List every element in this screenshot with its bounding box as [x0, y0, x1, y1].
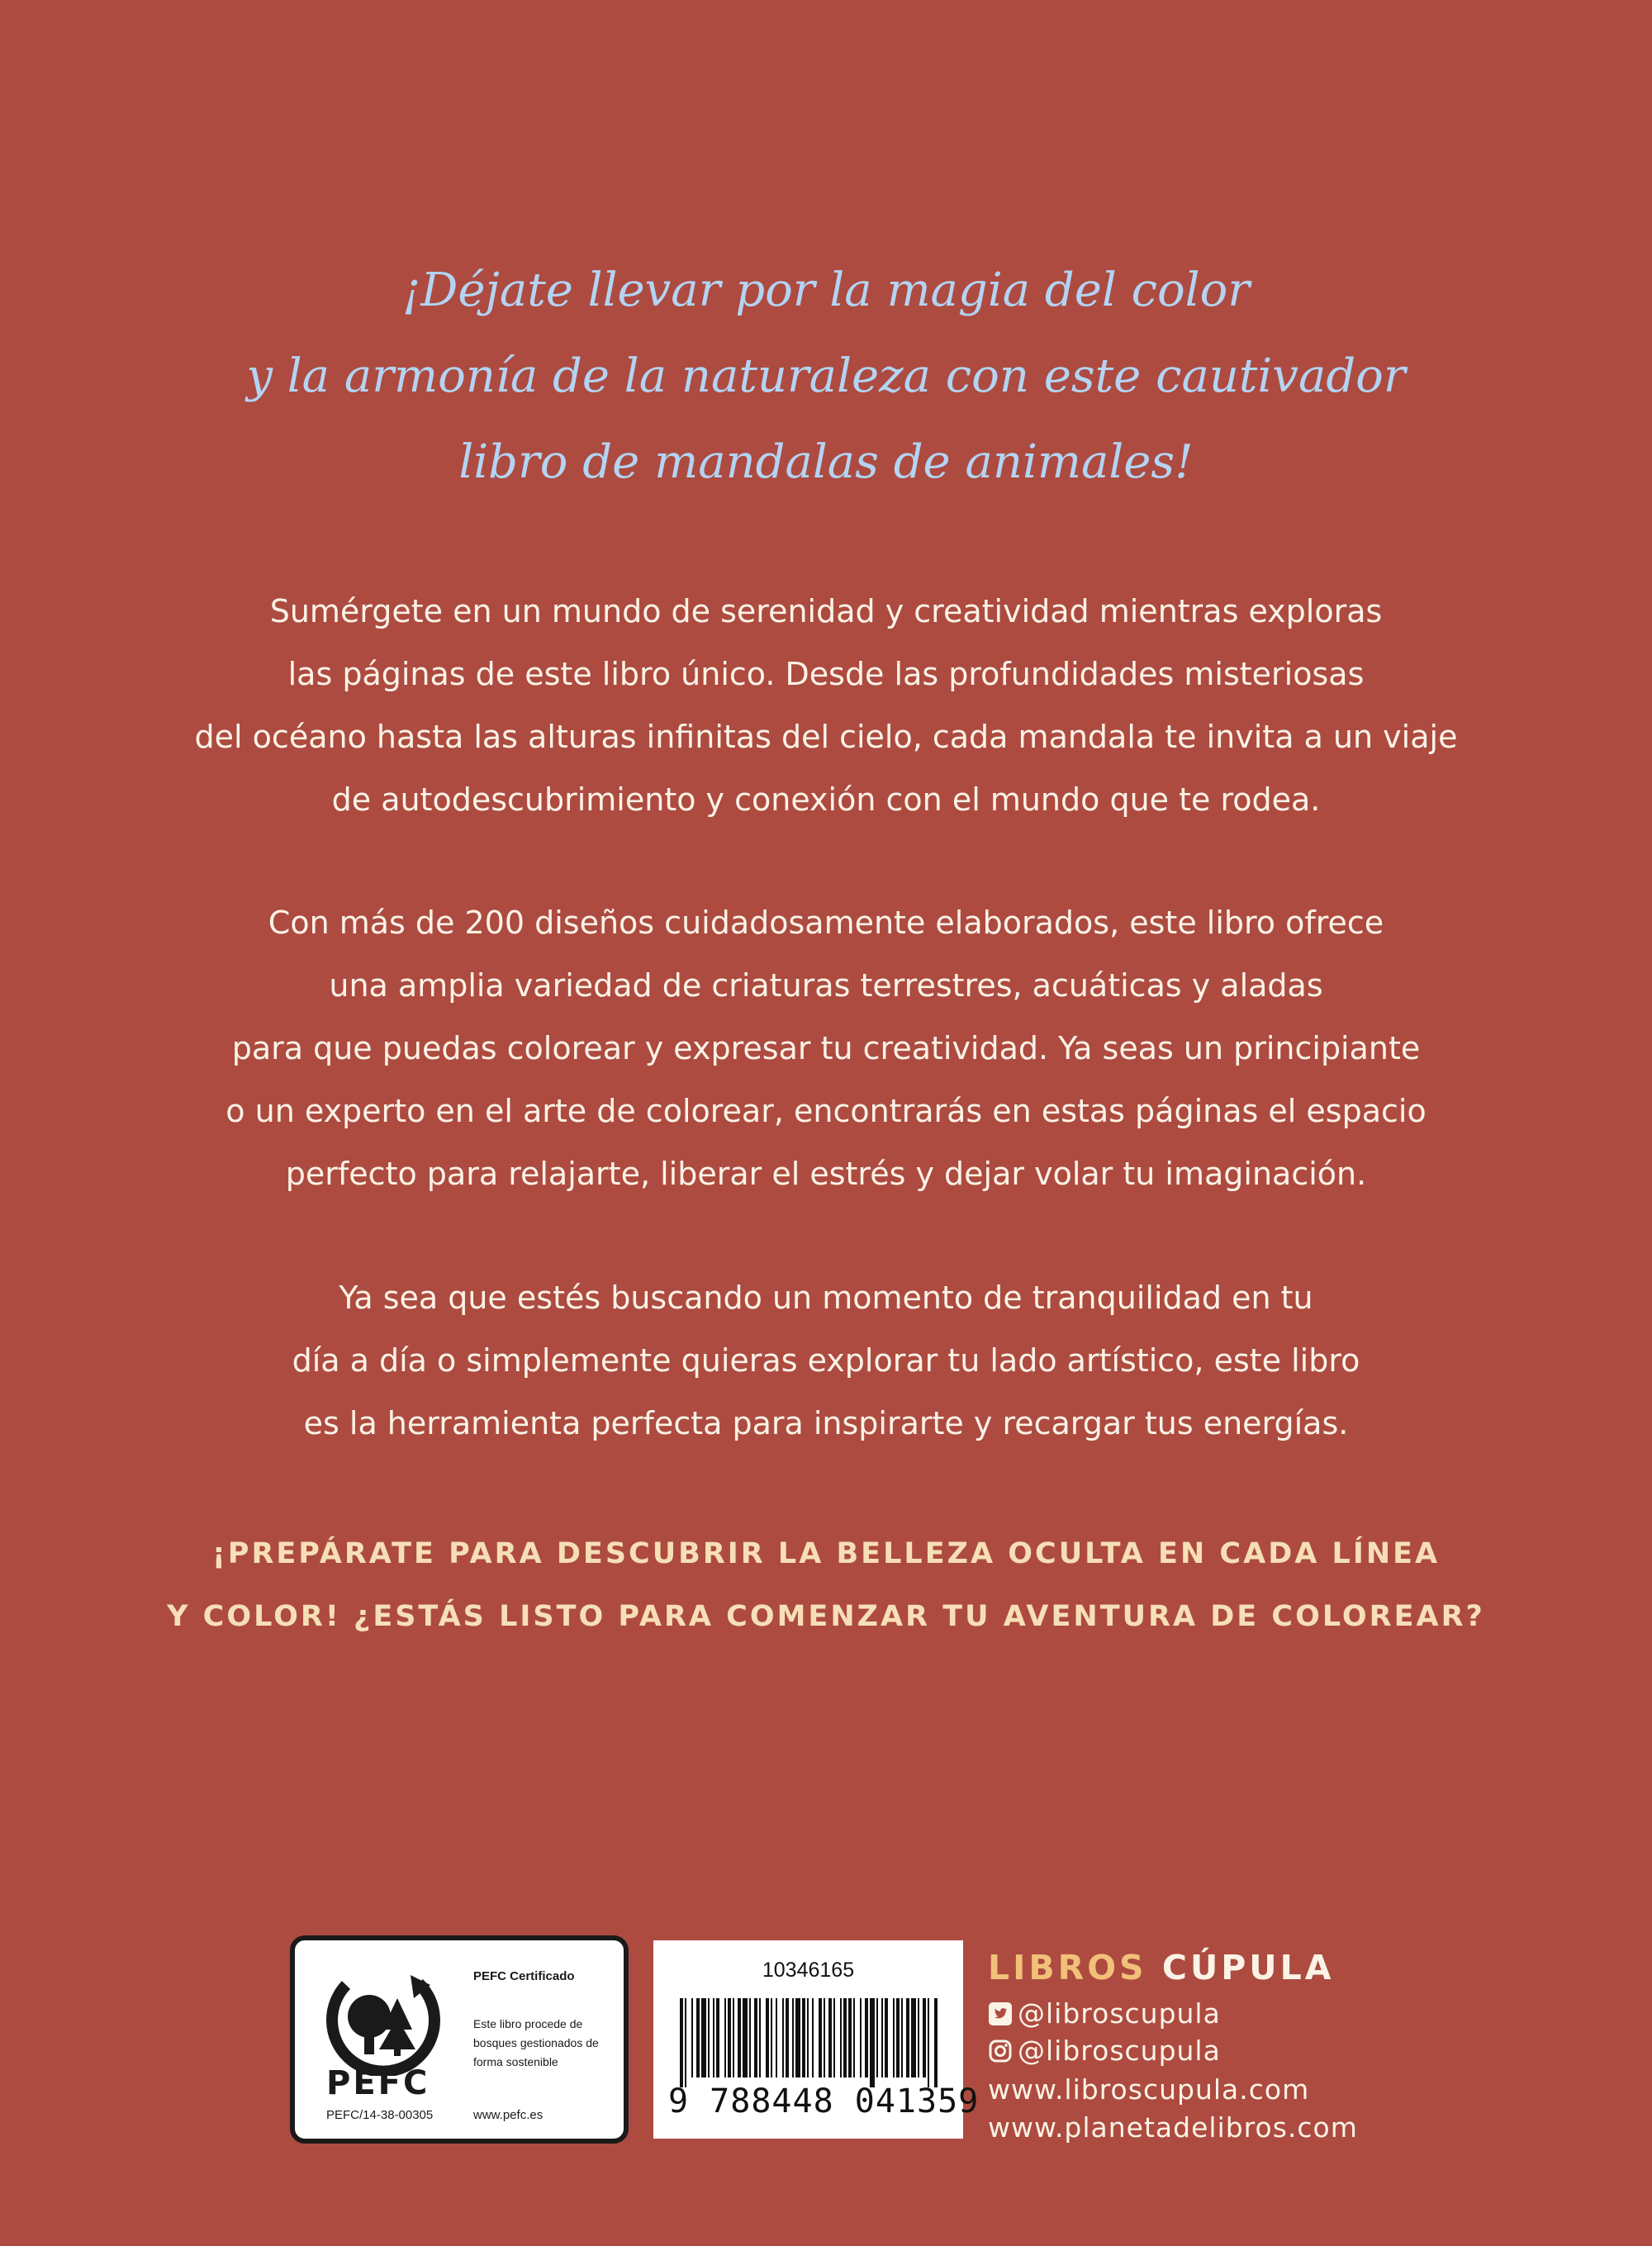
paragraph-line: o un experto en el arte de colorear, encontrarás en estas páginas el espacio [225, 1093, 1427, 1129]
barcode-bar [754, 1998, 757, 2077]
barcode-bar [865, 1998, 868, 2077]
publisher-name-part1: LIBROS [988, 1948, 1147, 1987]
barcode-bar [728, 1998, 731, 2077]
publisher-name-part2: CÚPULA [1161, 1948, 1335, 1987]
barcode-bar [911, 1998, 916, 2077]
barcode-bar [840, 1998, 842, 2077]
barcode-bar [896, 1998, 900, 2077]
pefc-code: PEFC/14-38-00305 [326, 2108, 434, 2122]
barcode-box [653, 1940, 980, 2139]
barcode-bar [828, 1998, 832, 2077]
barcode-bar [766, 1998, 769, 2077]
barcode-bar [843, 1998, 847, 2077]
barcode-bar [701, 1998, 706, 2077]
twitter-icon [988, 2001, 1013, 2026]
barcode-bar [812, 1998, 814, 2077]
paragraph-line: de autodescubrimiento y conexión con el mundo que te rodea. [331, 781, 1321, 818]
pefc-trees-logo [321, 1968, 445, 2076]
barcode-bar [853, 1998, 855, 2077]
barcode-bar [881, 1998, 883, 2077]
publisher-name [988, 1948, 1334, 1987]
barcode-bar [885, 1998, 888, 2077]
tagline-line: libro de mandalas de animales! [458, 435, 1194, 489]
instagram-handle-text: @libroscupula [1018, 2035, 1221, 2067]
pefc-description: Este libro procede de bosques gestionados de forma sostenible [473, 2017, 599, 2068]
barcode-bar [749, 1998, 751, 2077]
paragraph-line: Sumérgete en un mundo de serenidad y creatividad mientras exploras [269, 593, 1383, 629]
barcode-bar [876, 1998, 878, 2077]
tagline [0, 248, 1652, 506]
paragraph-line: es la herramienta perfecta para inspirarte y recargar tus energías. [303, 1405, 1349, 1441]
barcode-bar [870, 1998, 875, 2087]
pefc-certification-box [290, 1935, 629, 2144]
barcode-bar [906, 1998, 909, 2077]
twitter-handle[interactable] [988, 1997, 1221, 2030]
description-paragraph-3 [0, 1266, 1652, 1455]
barcode-bar [708, 1998, 710, 2077]
barcode-bar [680, 1998, 683, 2087]
paragraph-line: día a día o simplemente quieras explorar tu lado artístico, este libro [292, 1342, 1360, 1379]
instagram-handle[interactable] [988, 2035, 1221, 2067]
barcode-bar [782, 1998, 784, 2077]
call-to-action [0, 1522, 1652, 1648]
barcode-bar [923, 1998, 926, 2077]
tagline-line: y la armonía de la naturaleza con este cautivador [246, 349, 1406, 403]
cta-line: Y COLOR! ¿ESTÁS LISTO PARA COMENZAR TU AVENTURA DE COLOREAR? [167, 1600, 1485, 1633]
barcode-bar [792, 1998, 794, 2077]
barcode-bar [833, 1998, 835, 2077]
barcode-bar [786, 1998, 789, 2077]
description-paragraph-1 [0, 580, 1652, 831]
website-link-2[interactable]: www.planetadelibros.com [988, 2111, 1358, 2144]
barcode-bar [713, 1998, 714, 2077]
barcode-bar [685, 1998, 686, 2087]
barcode-bar [795, 1998, 800, 2077]
barcode-bar [691, 1998, 693, 2077]
barcode-bar [759, 1998, 761, 2077]
barcode-bar [934, 1998, 938, 2087]
isbn-number: 9 788448 041359 [668, 2082, 980, 2120]
paragraph-line: Ya sea que estés buscando un momento de tranquilidad en tu [339, 1280, 1313, 1316]
barcode-bar [807, 1998, 809, 2077]
tagline-line: ¡Déjate llevar por la magia del color [401, 264, 1251, 317]
barcode-bar [733, 1998, 734, 2077]
barcode-top-number: 10346165 [762, 1959, 855, 1982]
barcode-bar [848, 1998, 852, 2077]
pefc-url: www.pefc.es [473, 2108, 544, 2122]
paragraph-line: Con más de 200 diseños cuidadosamente elaborados, este libro ofrece [268, 905, 1384, 941]
barcode-bar [743, 1998, 748, 2077]
twitter-handle-text: @libroscupula [1018, 1997, 1221, 2030]
barcode-bar [860, 1998, 862, 2077]
instagram-icon [988, 2039, 1013, 2063]
barcode-bar [716, 1998, 719, 2077]
barcode-bar [824, 1998, 825, 2077]
barcode-bar [901, 1998, 903, 2077]
barcode-bars [678, 1998, 938, 2089]
paragraph-line: perfecto para relajarte, liberar el estrés y dejar volar tu imaginación. [285, 1156, 1367, 1192]
barcode-bar [696, 1998, 700, 2077]
barcode-bar [724, 1998, 726, 2077]
barcode-bar [776, 1998, 777, 2077]
paragraph-line: una amplia variedad de criaturas terrestres, acuáticas y aladas [329, 967, 1323, 1004]
description-paragraph-2 [0, 891, 1652, 1205]
cta-line: ¡PREPÁRATE PARA DESCUBRIR LA BELLEZA OCULTA EN CADA LÍNEA [211, 1537, 1441, 1570]
paragraph-line: las páginas de este libro único. Desde las profundidades misteriosas [287, 656, 1365, 692]
barcode-bar [928, 1998, 929, 2087]
paragraph-line: para que puedas colorear y expresar tu creatividad. Ya seas un principiante [231, 1030, 1421, 1066]
barcode-bar [893, 1998, 895, 2077]
barcode-bar [802, 1998, 805, 2077]
barcode-bar [738, 1998, 741, 2077]
pefc-title: PEFC Certificado [473, 1969, 575, 1983]
barcode-bar [819, 1998, 822, 2077]
barcode-bar [918, 1998, 919, 2077]
paragraph-line: del océano hasta las alturas infinitas del cielo, cada mandala te invita a un viaje [194, 719, 1458, 755]
website-link-1[interactable]: www.libroscupula.com [988, 2073, 1310, 2106]
pefc-logo-word: PEFC [326, 2064, 430, 2102]
barcode-bar [771, 1998, 772, 2077]
